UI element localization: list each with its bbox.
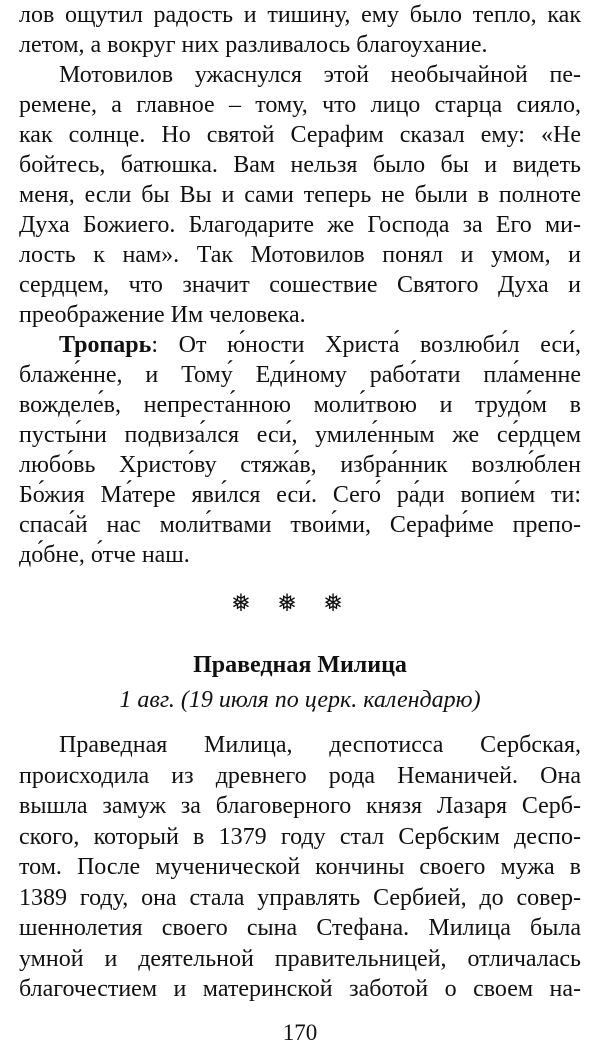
text-line: благочестием и материнской заботой о своем на- xyxy=(19,976,581,1002)
text-line: 1389 году, она стала управлять Сербией, до совер- xyxy=(19,884,581,911)
troparion-text: : От ю́ности Христа́ возлюби́л еси́, xyxy=(151,332,581,358)
text-line: преображение Им человека. xyxy=(19,302,306,328)
text-line: блаже́нне, и Тому́ Еди́ному рабо́тати пла́менне xyxy=(19,362,581,388)
text-line: Бо́жия Ма́тере яви́лся еси́. Сего́ ра́ди вопие́м ти: xyxy=(19,482,581,508)
text-line: до́бне, о́тче наш. xyxy=(19,542,190,568)
text-line: происходила из древнего рода Неманичей. Она xyxy=(19,762,581,789)
text-line: лость к нам». Так Мотовилов понял и умом, и xyxy=(19,242,581,268)
text-line xyxy=(19,330,581,360)
ornament-divider: ❅❅❅ xyxy=(230,591,370,617)
text-line: том. После мученической кончины своего мужа в xyxy=(19,854,581,880)
text-line: любо́вь Христо́ву стяжа́в, избра́нник возлю́блен xyxy=(19,452,581,478)
paragraph-militsa xyxy=(19,730,581,1005)
text-line: летом, а вокруг них разливалось благоухание. xyxy=(19,32,488,58)
text-line: лов ощутил радость и тишину, ему было тепло, как xyxy=(19,2,581,28)
text-line: сердцем, что значит сошествие Святого Духа и xyxy=(19,272,581,298)
text-line: ремене, а главное – тому, что лицо старца сияло, xyxy=(19,92,581,118)
text-line: меня, если бы Вы и сами теперь не были в полноте xyxy=(19,182,581,208)
text-line: пусты́ни подвиза́лся еси́, умиле́нным же се́рдцем xyxy=(19,422,581,448)
text-line: бойтесь, батюшка. Вам нельзя было бы и видеть xyxy=(19,152,581,178)
text-line: Духа Божиего. Благодарите же Господа за Его ми- xyxy=(19,212,581,238)
text-line: Мотовилов ужаснулся этой необычайной пе- xyxy=(59,62,581,88)
troparion-label: Тропарь xyxy=(59,332,152,358)
text-line: вожделе́в, непреста́нною моли́твою и трудо́м в xyxy=(19,392,581,418)
troparion xyxy=(19,330,581,570)
paragraph-motovilov xyxy=(19,60,581,330)
paragraph-continued xyxy=(19,0,581,60)
text-line: шеннолетия своего сына Стефана. Милица была xyxy=(19,915,581,941)
text-line: ского, который в 1379 году стал Сербским деспо- xyxy=(19,823,581,850)
text-line: Праведная Милица, деспотисса Сербская, xyxy=(59,732,581,758)
text-line: спаса́й нас моли́твами твои́ми, Серафи́ме препо- xyxy=(19,512,581,538)
text-line: как солнце. Но святой Серафим сказал ему: «Не xyxy=(19,122,581,148)
text-line: вышла замуж за благоверного князя Лазаря Серб- xyxy=(19,793,581,819)
section-date: 1 авг. (19 июля по церк. календарю) xyxy=(119,687,481,713)
section-title: Праведная Милица xyxy=(193,652,407,678)
text-line: умной и деятельной правительницей, отличалась xyxy=(19,945,581,972)
page-number: 170 xyxy=(282,1020,318,1045)
